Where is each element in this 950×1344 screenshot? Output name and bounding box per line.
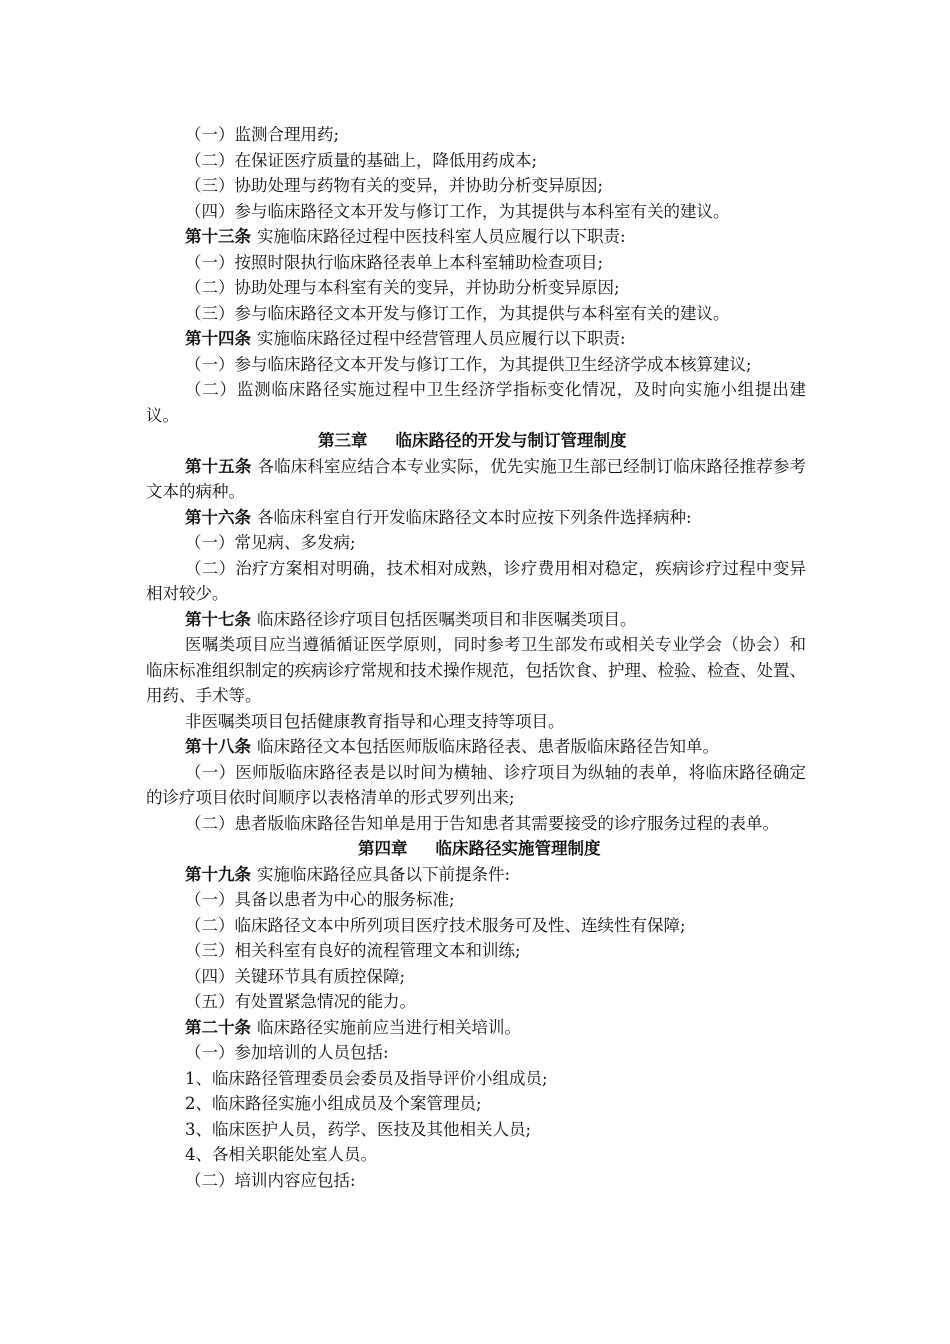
body-paragraph: 非医嘱类项目包括健康教育指导和心理支持等项目。 — [185, 711, 565, 731]
list-item: 2、临床路径实施小组成员及个案管理员; — [185, 1094, 482, 1113]
chapter-title: 临床路径实施管理制度 — [435, 839, 601, 858]
article-label: 第十九条 — [185, 864, 251, 884]
article-paragraph — [146, 505, 806, 531]
article-label: 第十六条 — [185, 507, 251, 527]
article-text: 实施临床路径过程中经营管理人员应履行以下职责: — [257, 329, 626, 348]
article-paragraph — [146, 224, 806, 250]
body-paragraph: （二）患者版临床路径告知单是用于告知患者其需要接受的诊疗服务过程的表单。 — [185, 813, 779, 833]
article-text: 临床路径文本包括医师版临床路径表、患者版临床路径告知单。 — [257, 737, 719, 756]
list-item: （一）参加培训的人员包括: — [185, 1043, 389, 1062]
article-paragraph — [146, 607, 806, 633]
article-paragraph — [146, 862, 806, 888]
document-body — [146, 122, 806, 1193]
list-item: 1、临床路径管理委员会委员及指导评价小组成员; — [185, 1068, 548, 1088]
chapter-heading — [146, 836, 806, 862]
body-paragraph: （一）医师版临床路径表是以时间为横轴、诊疗项目为纵轴的表单，将临床路径确定的诊疗项目依时间顺序以表格清单的形式罗列出来; — [146, 762, 806, 807]
list-item: （三）相关科室有良好的流程管理文本和训练; — [185, 941, 521, 960]
article-label: 第十七条 — [185, 609, 251, 629]
article-label: 第十四条 — [185, 329, 251, 348]
article-label: 第十八条 — [185, 737, 251, 756]
list-item: （一）按照时限执行临床路径表单上本科室辅助检查项目; — [185, 252, 604, 272]
article-text: 临床路径诊疗项目包括医嘱类项目和非医嘱类项目。 — [257, 609, 637, 629]
list-item: （一）具备以患者为中心的服务标准; — [185, 890, 455, 909]
list-item: （二）协助处理与本科室有关的变异，并协助分析变异原因; — [185, 278, 620, 297]
list-item: （三）参与临床路径文本开发与修订工作，为其提供与本科室有关的建议。 — [185, 303, 730, 323]
article-label: 第十五条 — [185, 456, 252, 476]
list-item: 4、各相关职能处室人员。 — [185, 1145, 377, 1164]
article-text: 实施临床路径应具备以下前提条件: — [257, 864, 511, 884]
body-paragraph: （二）监测临床路径实施过程中卫生经济学指标变化情况，及时向实施小组提出建议。 — [146, 380, 806, 425]
article-text: 实施临床路径过程中医技科室人员应履行以下职责: — [257, 227, 626, 246]
article-text: 临床路径实施前应当进行相关培训。 — [257, 1017, 521, 1037]
article-paragraph — [146, 454, 806, 505]
chapter-title: 临床路径的开发与制订管理制度 — [395, 431, 627, 450]
chapter-number: 第四章 — [358, 839, 408, 858]
chapter-number: 第三章 — [318, 431, 368, 450]
list-item: （三）协助处理与药物有关的变异，并协助分析变异原因; — [185, 176, 604, 195]
body-paragraph: （二）治疗方案相对明确，技术相对成熟，诊疗费用相对稳定，疾病诊疗过程中变异相对较少。 — [146, 558, 806, 603]
article-text: 各临床科室自行开发临床路径文本时应按下列条件选择病种: — [257, 507, 692, 527]
article-text: 各临床科室应结合本专业实际，优先实施卫生部已经制订临床路径推荐参考文本的病种。 — [146, 456, 806, 501]
list-item: （四）关键环节具有质控保障; — [185, 966, 406, 986]
article-paragraph — [146, 326, 806, 352]
list-item: （一）监测合理用药; — [185, 125, 340, 144]
article-paragraph — [146, 1015, 806, 1041]
list-item: （一）常见病、多发病; — [185, 533, 356, 552]
article-label: 第二十条 — [185, 1017, 251, 1037]
list-item: （二）临床路径文本中所列项目医疗技术服务可及性、连续性有保障; — [185, 915, 686, 935]
article-paragraph — [146, 734, 806, 760]
body-paragraph: 医嘱类项目应当遵循循证医学原则，同时参考卫生部发布或相关专业学会（协会）和临床标准组织制定的疾病诊疗常规和技术操作规范，包括饮食、护理、检验、检查、处置、用药、手术等。 — [146, 635, 806, 705]
article-label: 第十三条 — [185, 227, 251, 246]
list-item: （四）参与临床路径文本开发与修订工作，为其提供与本科室有关的建议。 — [185, 201, 730, 221]
list-item: （五）有处置紧急情况的能力。 — [185, 992, 416, 1011]
body-paragraph: （一）参与临床路径文本开发与修订工作，为其提供卫生经济学成本核算建议; — [185, 354, 752, 374]
list-item: 3、临床医护人员，药学、医技及其他相关人员; — [185, 1119, 532, 1139]
list-item: （二）在保证医疗质量的基础上，降低用药成本; — [185, 150, 538, 170]
chapter-heading — [146, 428, 806, 454]
list-item: （二）培训内容应包括: — [185, 1170, 356, 1190]
